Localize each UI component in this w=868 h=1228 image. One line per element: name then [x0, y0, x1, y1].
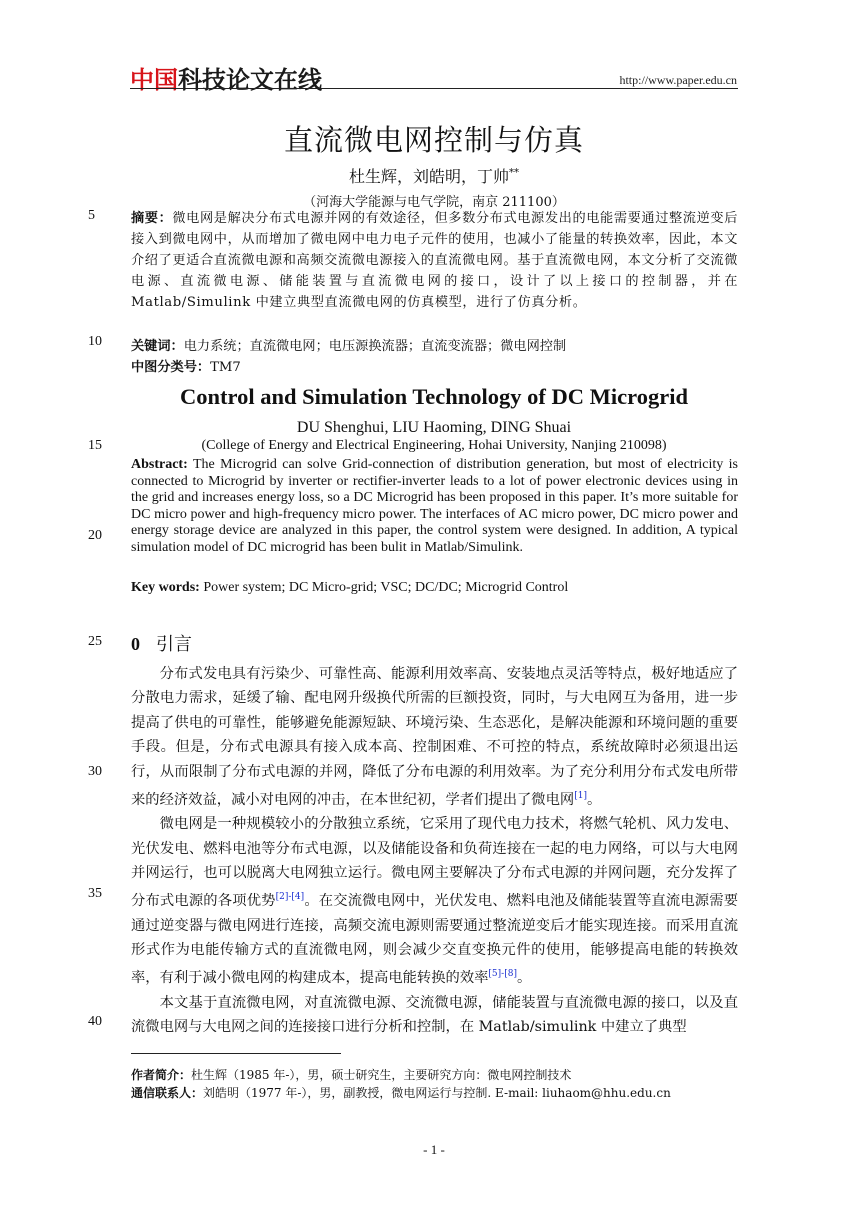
- body-paragraph-3: 本文基于直流微电网，对直流微电源、交流微电源，储能装置与直流微电源的接口，以及直流微电网与大电网之间的连接接口进行分析和控制，在 Matlab/simulink 中建立了典型: [131, 994, 738, 1035]
- citation-5-8[interactable]: [5]-[8]: [488, 969, 517, 980]
- classification-cn: [131, 356, 738, 375]
- keywords-cn: [131, 335, 738, 354]
- line-number: 20: [88, 528, 102, 543]
- abstract-cn-text: 微电网是解决分布式电源并网的有效途径，但多数分布式电源发出的电能需要通过整流逆变后接入到微电网中，从而增加了微电网中电力电子元件的使用，也减小了能量的转换效率，因此，本文介绍了更适合直流微电源和高频交流微电源接入的直流微电网。基于直流微电网，本文分析了交流微电源、直流微电源、储能装置与直流微电网的接口，设计了以上接口的控制器，并在 Matlab/Simulink 中建立典型直流微电网的仿真模型，进行了仿真分析。: [131, 211, 738, 310]
- section-title: 引言: [156, 634, 192, 655]
- logo-dark-text: 科技论文在线: [178, 66, 322, 94]
- affiliation-en: (College of Energy and Electrical Engineering, Hohai University, Nanjing 210098): [201, 438, 667, 453]
- abstract-cn-label: 摘要：: [131, 211, 173, 226]
- body-paragraph-2: 微电网是一种规模较小的分散独立系统，它采用了现代电力技术，将燃气轮机、风力发电、光伏发电、燃料电池等分布式电源，以及储能设备和负荷连接在一起的电力网络，可以与大电网并网运行，也可以脱离大电网独立运行。微电网主要解决了分布式电源的并网问题，充分发挥了分布式电源的各项优势[2]-[4]。在交流微电网中，光伏发电、燃料电池及储能装置等直流电源需要通过逆变器与微电网进行连接，高频交流电源则需要通过整流逆变后才能实现连接。而采用直流形式作为电能传输方式的直流微电网，则会减少交直变换元件的使用，能够提高电能的转换效率，有利于减小微电网的构建成本，提高电能转换的效率[5]-[8]。: [131, 816, 739, 987]
- footnote-contact: [131, 1084, 671, 1101]
- corresponding-mark: **: [509, 167, 519, 179]
- logo-red-text: 中国: [130, 66, 178, 94]
- line-number: 10: [88, 334, 102, 349]
- authors-cn-names: 杜生辉，刘皓明，丁帅: [348, 167, 509, 186]
- keywords-en-text: Power system; DC Micro-grid; VSC; DC/DC; Microgrid Control: [203, 580, 569, 595]
- journal-logo[interactable]: [130, 60, 322, 95]
- section-number: 0: [131, 634, 140, 654]
- classification-cn-label: 中图分类号：: [131, 360, 211, 375]
- footnote-author-label: 作者简介：: [131, 1068, 192, 1082]
- footnote-author: [131, 1066, 571, 1083]
- line-number: 25: [88, 634, 102, 649]
- authors-en: DU Shenghui, LIU Haoming, DING Shuai: [296, 419, 572, 436]
- footnote-contact-text: 刘皓明（1977 年-），男，副教授，微电网运行与控制. E-mail: liuhaom@hhu.edu.cn: [203, 1086, 671, 1100]
- line-number: 35: [88, 886, 102, 901]
- line-number: 40: [88, 1014, 102, 1029]
- abstract-en-label: Abstract:: [131, 457, 188, 472]
- footnote-author-text: 杜生辉（1985 年-），男，硕士研究生，主要研究方向：微电网控制技术: [191, 1068, 572, 1082]
- line-number: 30: [88, 764, 102, 779]
- page-number: - 1 -: [423, 1142, 445, 1157]
- section-heading: [131, 630, 192, 656]
- keywords-cn-text: 电力系统；直流微电网；电压源换流器；直流变流器；微电网控制: [183, 339, 567, 354]
- footnote-contact-label: 通信联系人：: [131, 1086, 204, 1100]
- keywords-cn-label: 关键词：: [131, 339, 184, 354]
- abstract-en: [131, 457, 738, 557]
- citation-2-4[interactable]: [2]-[4]: [275, 892, 305, 903]
- title-en: Control and Simulation Technology of DC Microgrid: [180, 384, 688, 409]
- abstract-cn: [131, 208, 738, 313]
- keywords-en: [131, 580, 738, 596]
- header-rule: [130, 88, 738, 89]
- abstract-en-text: The Microgrid can solve Grid-connection of distribution generation, but most of electricity is connected to Microgrid by inverter or rectifier-inverter leads to a lot of power electronic devices using in the grid and increases energy loss, so a DC Microgrid has been proposed in this paper. It’s more suitable for DC micro power and high-frequency micro power. The interfaces of AC micro power, DC micro power and energy storage device are analyzed in this paper, the control system were designed. In addition, A typical simulation model of DC microgrid has been bulit in Matlab/Simulink.: [131, 457, 738, 555]
- affiliation-cn: （河海大学能源与电气学院，南京 211100）: [303, 195, 565, 210]
- keywords-en-label: Key words:: [131, 580, 200, 595]
- body-paragraph-1: 分布式发电具有污染少、可靠性高、能源利用效率高、安装地点灵活等特点，极好地适应了分散电力需求，延缓了输、配电网升级换代所需的巨额投资，同时，与大电网互为备用，进一步提高了供电的可靠性，能够避免能源短缺、环境污染、生态恶化，是解决能源和环境问题的重要手段。但是，分布式电源具有接入成本高、控制困难、不可控的特点，系统故障时必须退出运行，从而限制了分布式电源的并网，降低了分布电源的利用效率。为了充分利用分布式发电所带来的经济效益，减小对电网的冲击，在本世纪初，学者们提出了微电网[1]。: [131, 666, 738, 808]
- body-text: [131, 662, 738, 1039]
- citation-1[interactable]: [1]: [574, 791, 587, 802]
- classification-cn-text: TM7: [210, 360, 241, 375]
- title-cn: 直流微电网控制与仿真: [283, 123, 584, 157]
- header-url[interactable]: http://www.paper.edu.cn: [619, 73, 737, 87]
- line-number: 15: [88, 438, 102, 453]
- authors-cn: [130, 164, 738, 187]
- line-number: 5: [88, 208, 95, 223]
- footnote-rule: [131, 1053, 341, 1054]
